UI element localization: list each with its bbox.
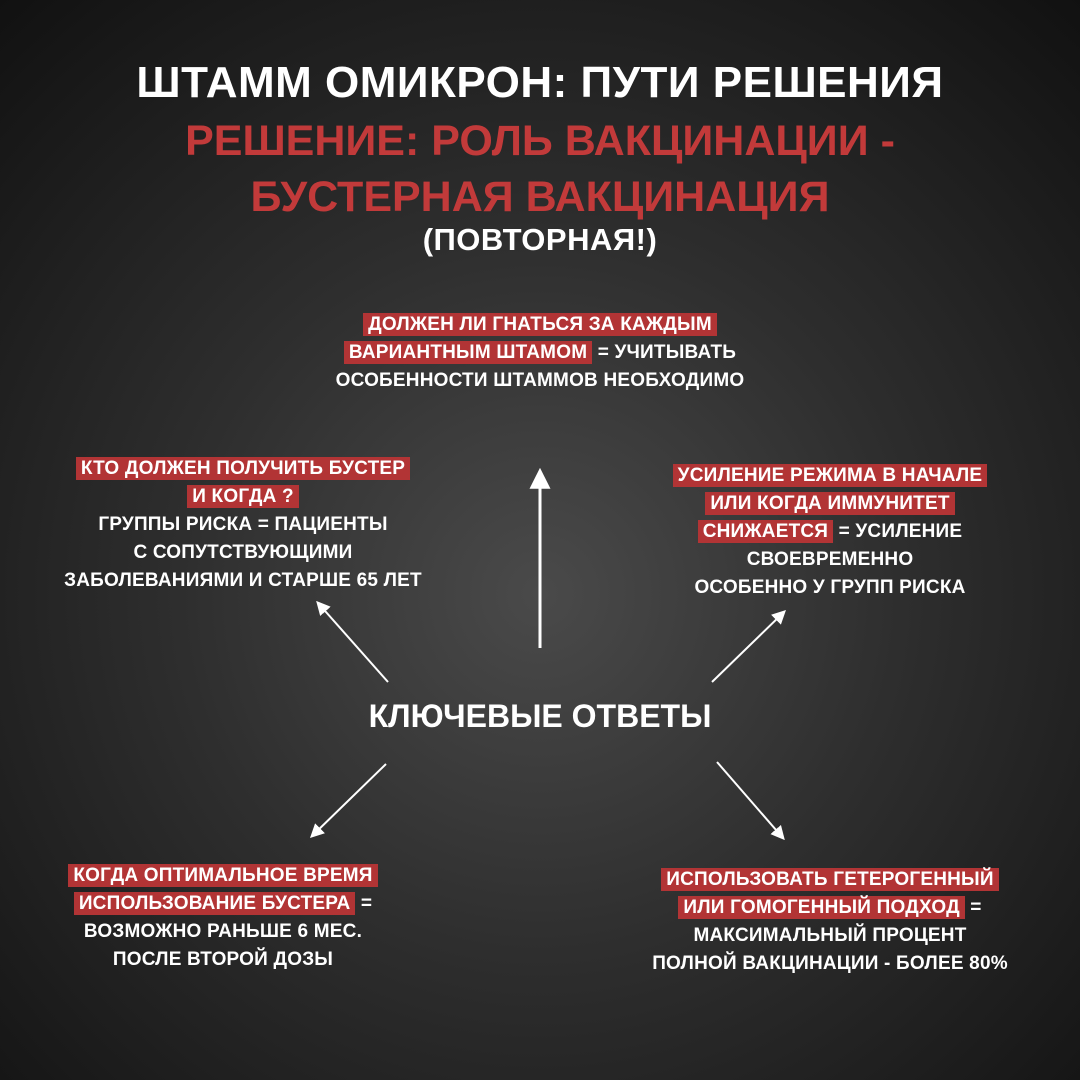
center-label: КЛЮЧЕВЫЕ ОТВЕТЫ (368, 698, 712, 734)
arrow-up-right (712, 612, 784, 682)
node-bottom-right-answer-1: = (970, 897, 982, 918)
node-right (580, 462, 1080, 602)
node-left-answer-2: С СОПУТСТВУЮЩИМИ (133, 542, 353, 563)
node-top (240, 311, 840, 395)
node-right-answer-1: = УСИЛЕНИЕ (838, 521, 963, 542)
node-right-answer-3: ОСОБЕННО У ГРУПП РИСКА (694, 577, 966, 598)
node-right-question-3: СНИЖАЕТСЯ (698, 520, 833, 543)
subtitle-line-1: РЕШЕНИЕ: РОЛЬ ВАКЦИНАЦИИ - (185, 117, 895, 165)
node-bottom-left-answer-3: ПОСЛЕ ВТОРОЙ ДОЗЫ (112, 949, 334, 970)
node-bottom-left-question-2: ИСПОЛЬЗОВАНИЕ БУСТЕРА (74, 892, 356, 915)
node-bottom-left (0, 862, 446, 974)
node-bottom-left-answer-1: = (360, 893, 373, 914)
node-left-answer-3: ЗАБОЛЕВАНИЯМИ И СТАРШЕ 65 ЛЕТ (64, 570, 422, 591)
node-right-question-2: ИЛИ КОГДА ИММУНИТЕТ (705, 492, 954, 515)
node-right-question-1: УСИЛЕНИЕ РЕЖИМА В НАЧАЛЕ (673, 464, 988, 487)
node-left-answer-1: ГРУППЫ РИСКА = ПАЦИЕНТЫ (98, 514, 388, 535)
node-right-answer-2: СВОЕВРЕМЕННО (746, 549, 914, 570)
node-left-question-1: КТО ДОЛЖЕН ПОЛУЧИТЬ БУСТЕР (76, 457, 410, 480)
node-bottom-right (580, 866, 1080, 978)
node-bottom-right-question-1: ИСПОЛЬЗОВАТЬ ГЕТЕРОГЕННЫЙ (661, 868, 998, 891)
main-title: ШТАММ ОМИКРОН: ПУТИ РЕШЕНИЯ (136, 58, 944, 107)
arrow-down-right (717, 762, 783, 838)
node-left (0, 455, 486, 595)
node-top-question-2: ВАРИАНТНЫМ ШТАМОМ (344, 341, 592, 364)
arrow-down-left (312, 764, 386, 836)
arrow-up-left (318, 603, 388, 682)
node-left-question-2: И КОГДА ? (187, 485, 299, 508)
node-bottom-left-question-1: КОГДА ОПТИМАЛЬНОЕ ВРЕМЯ (68, 864, 377, 887)
node-top-question-1: ДОЛЖЕН ЛИ ГНАТЬСЯ ЗА КАЖДЫМ (363, 313, 717, 336)
node-bottom-right-answer-2: МАКСИМАЛЬНЫЙ ПРОЦЕНТ (693, 925, 967, 946)
node-top-answer-1: = УЧИТЫВАТЬ (597, 342, 737, 363)
node-top-answer-2: ОСОБЕННОСТИ ШТАММОВ НЕОБХОДИМО (335, 370, 745, 391)
subtitle-note: (ПОВТОРНАЯ!) (422, 222, 658, 257)
node-bottom-right-question-2: ИЛИ ГОМОГЕННЫЙ ПОДХОД (678, 896, 964, 919)
node-bottom-right-answer-3: ПОЛНОЙ ВАКЦИНАЦИИ - БОЛЕЕ 80% (652, 953, 1008, 974)
node-bottom-left-answer-2: ВОЗМОЖНО РАНЬШЕ 6 МЕС. (83, 921, 363, 942)
subtitle-line-2: БУСТЕРНАЯ ВАКЦИНАЦИЯ (250, 173, 830, 221)
